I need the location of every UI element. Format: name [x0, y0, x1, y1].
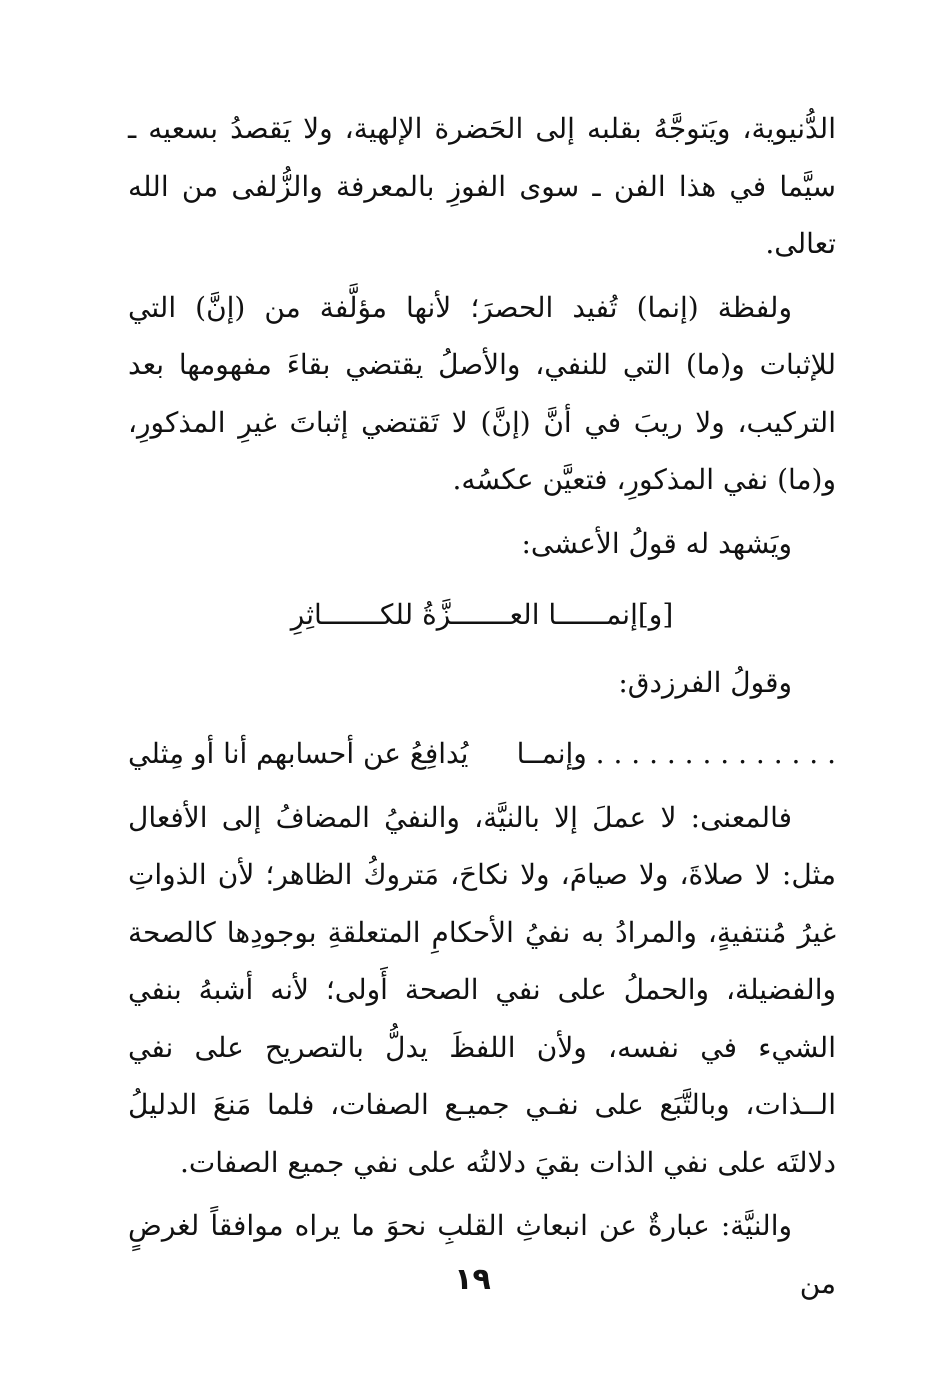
- paragraph-continuation: الدُّنيوية، ويَتوجَّهُ بقلبه إلى الحَضرة الإلهية، ولا يَقصدُ بسعيه ـ سيَّما في هذا الفن ـ سوى الفوزِ بالمعرفة والزُّلفى من الله تعالى.: [128, 112, 836, 260]
- verse-aasha: [و]إنمــــــا العـــــــزَّةُ للكـــــــاثِرِ: [290, 598, 674, 631]
- farazdaq-intro: وقولُ الفرزدق:: [618, 665, 792, 699]
- aasha-intro: ويَشهد له قولُ الأعشى:: [521, 526, 792, 560]
- verse-farazdaq-first-hemistich: . . . . . . . . . . . . . . وإنمــا: [516, 737, 836, 770]
- verse-farazdaq: [128, 725, 836, 783]
- page-number: ١٩: [454, 1262, 491, 1297]
- paragraph-meaning: فالمعنى: لا عملَ إلا بالنيَّة، والنفيُ المضافُ إلى الأفعال مثل: لا صلاةَ، ولا صيامَ، ولا نكاحَ، مَتروكُ الظاهر؛ لأن الذواتِ غيرُ مُنتفيةٍ، والمرادُ به نفيُ الأحكامِ المتعلقةِ بوجودِها كالصحة والفضيلة، والحملُ على نفي الصحة أَولى؛ لأنه أشبهُ بنفي الشيء في نفسه، ولأن اللفظَ يدلُّ بالتصريح على نفي الــذات، وبالتَّبَع على نفـي جميـع الصفات، فلما مَنعَ الدليلُ دلالتَه على نفي الذات بقيَ دلالتُه على نفي جميع الصفات.: [128, 800, 836, 1179]
- verse-farazdaq-second-hemistich: يُدافِعُ عن أحسابهم أنا أو مِثلي: [128, 737, 469, 770]
- paragraph-innama-meaning: ولفظة (إنما) تُفيد الحصرَ؛ لأنها مؤلَّفة من (إنَّ) التي للإثبات و(ما) التي للنفي، والأصلُ يقتضي بقاءَ مفهومها بعد التركيب، ولا ريبَ في أنَّ (إنَّ) لا تَقتضي إثباتَ غيرِ المذكورِ، و(ما) نفي المذكورِ، فتعيَّن عكسُه.: [128, 290, 836, 496]
- paragraph-niyya-definition: والنيَّة: عبارةٌ عن انبعاثِ القلبِ نحوَ ما يراه موافقاً لغرضٍ من: [128, 1209, 836, 1300]
- page-body: [128, 100, 836, 1312]
